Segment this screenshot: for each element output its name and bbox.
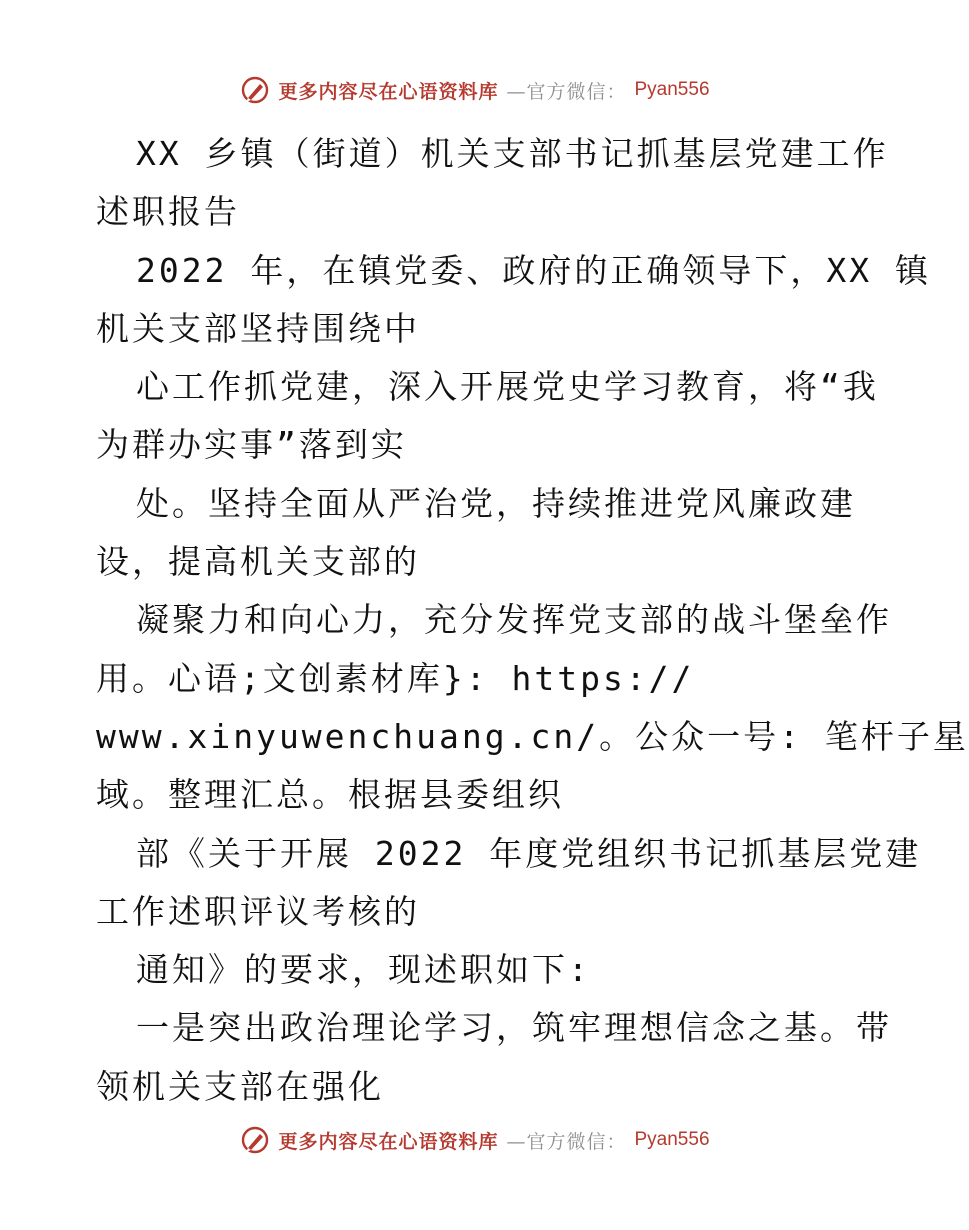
document-line: www.xinyuwenchuang.cn/。公众一号: 笔杆子星 [96,716,969,756]
pen-logo-icon [240,75,270,105]
document-line: 心工作抓党建，深入开展党史学习教育，将“我 [136,367,879,407]
banner-brand-text: 更多内容尽在心语资料库 [278,80,499,103]
header-watermark-banner [0,70,950,110]
document-line: 一是突出政治理论学习，筑牢理想信念之基。带 [136,1008,892,1048]
document-line: 工作述职评议考核的 [96,891,420,931]
document-line: 用。心语;文创素材库}: https:// [96,658,695,698]
document-line: 述职报告 [96,192,240,232]
document-line: XX 乡镇（街道）机关支部书记抓基层党建工作 [136,134,889,173]
banner-separator-text: —官方微信： [506,1130,627,1153]
document-line: 部《关于开展 2022 年度党组织书记抓基层党建 [136,833,922,873]
document-line: 机关支部坚持围绕中 [96,308,420,348]
banner-wechat-id: Pyan556 [634,79,710,100]
document-line: 领机关支部在强化 [96,1066,384,1106]
footer-watermark-banner [0,1120,950,1160]
document-body [96,125,969,1116]
document-line: 设，提高机关支部的 [96,542,420,582]
document-line: 为群办实事”落到实 [96,425,407,465]
document-line: 通知》的要求，现述职如下: [136,950,591,990]
document-line: 域。整理汇总。根据县委组织 [96,775,564,815]
pen-logo-icon [240,1125,270,1155]
banner-separator-text: —官方微信： [506,80,627,103]
document-line: 处。坚持全面从严治党，持续推进党风廉政建 [136,483,856,523]
banner-brand-text: 更多内容尽在心语资料库 [278,1130,499,1153]
document-line: 2022 年，在镇党委、政府的正确领导下，XX 镇 [136,250,931,290]
document-line: 凝聚力和向心力，充分发挥党支部的战斗堡垒作 [136,600,892,640]
banner-wechat-id: Pyan556 [634,1129,710,1150]
